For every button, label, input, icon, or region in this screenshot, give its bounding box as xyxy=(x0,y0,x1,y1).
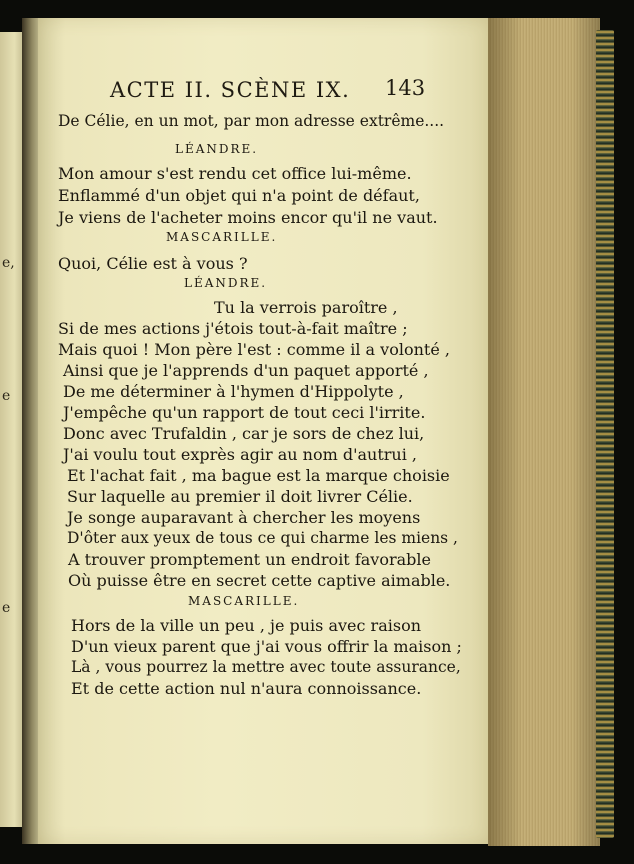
verse-line: Là , vous pourrez la mettre avec toute assurance, xyxy=(71,658,461,676)
verse-line: Ainsi que je l'apprends d'un paquet apporté , xyxy=(63,361,429,380)
page-number: 143 xyxy=(385,76,426,100)
verse-line: Mon amour s'est rendu cet office lui-même. xyxy=(58,164,412,183)
verse-line: Et l'achat fait , ma bague est la marque choisie xyxy=(67,466,450,485)
verse-line: J'empêche qu'un rapport de tout ceci l'irrite. xyxy=(63,403,426,422)
verse-line: De Célie, en un mot, par mon adresse extrême.... xyxy=(58,112,445,130)
verse-line: Donc avec Trufaldin , car je sors de chez lui, xyxy=(63,424,425,443)
book-cover-edge xyxy=(596,30,614,838)
verse-line: Quoi, Célie est à vous ? xyxy=(58,254,248,273)
verse-line: A trouver promptement un endroit favorable xyxy=(68,550,431,569)
verse-line: D'un vieux parent que j'ai vous offrir la maison ; xyxy=(71,637,462,656)
verse-line: Je songe auparavant à chercher les moyens xyxy=(67,508,421,527)
speaker-name: LÉANDRE. xyxy=(184,276,268,290)
speaker-name: MASCARILLE. xyxy=(188,594,300,608)
verse-line: Tu la verrois paroître , xyxy=(214,298,398,317)
verse-line: Et de cette action nul n'aura connoissance. xyxy=(71,679,422,698)
verse-line: J'ai voulu tout exprès agir au nom d'autrui , xyxy=(63,445,417,464)
verse-line: Où puisse être en secret cette captive aimable. xyxy=(68,571,451,590)
speaker-name: MASCARILLE. xyxy=(166,230,278,244)
left-page-fragment: e xyxy=(2,600,11,616)
verse-line: Mais quoi ! Mon père l'est : comme il a volonté , xyxy=(58,340,450,359)
verse-line: Si de mes actions j'étois tout-à-fait maître ; xyxy=(58,319,408,338)
book-page xyxy=(38,18,490,844)
verse-line: Hors de la ville un peu , je puis avec raison xyxy=(71,616,422,635)
running-header: ACTE II. SCÈNE IX. xyxy=(110,78,351,102)
verse-line: Sur laquelle au premier il doit livrer Célie. xyxy=(67,487,413,506)
left-page-fragment: e xyxy=(2,388,11,404)
page-fore-edge xyxy=(488,18,600,846)
verse-line: De me déterminer à l'hymen d'Hippolyte , xyxy=(63,382,404,401)
verse-line: D'ôter aux yeux de tous ce qui charme les miens , xyxy=(67,529,458,547)
left-page-fragment: e, xyxy=(2,255,15,271)
speaker-name: LÉANDRE. xyxy=(175,142,259,156)
verse-line: Enflammé d'un objet qui n'a point de défaut, xyxy=(58,186,420,205)
verse-line: Je viens de l'acheter moins encor qu'il ne vaut. xyxy=(58,208,438,227)
